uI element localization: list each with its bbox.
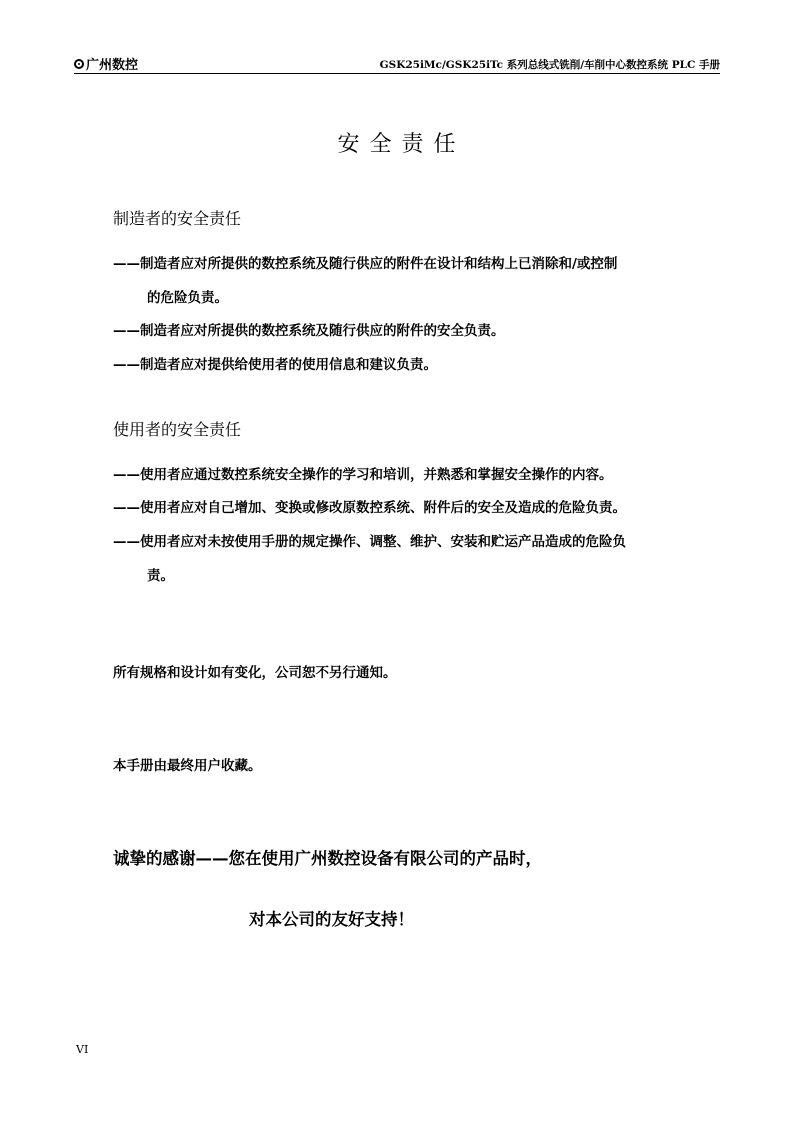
user-item-3: ——使用者应对未按使用手册的规定操作、调整、维护、安装和贮运产品造成的危险负 (113, 534, 626, 550)
user-item-1: ——使用者应通过数控系统安全操作的学习和培训，并熟悉和掌握安全操作的内容。 (113, 467, 613, 483)
user-item-2: ——使用者应对自己增加、变换或修改原数控系统、附件后的安全及造成的危险负责。 (113, 500, 626, 516)
thanks-line-1: 诚挚的感谢——您在使用广州数控设备有限公司的产品时， (113, 849, 542, 868)
page-header (74, 52, 720, 74)
header-divider (74, 73, 720, 74)
manufacturer-item-1: ——制造者应对所提供的数控系统及随行供应的附件在设计和结构上已消除和/或控制 (113, 256, 618, 272)
thanks-line-2: 对本公司的友好支持！ (249, 910, 414, 929)
manufacturer-item-3: ——制造者应对提供给使用者的使用信息和建议负责。 (113, 357, 437, 373)
company-logo (74, 54, 138, 73)
page-title: 安全责任 (337, 132, 466, 157)
manufacturer-heading: 制造者的安全责任 (113, 209, 242, 228)
spec-change-note: 所有规格和设计如有变化，公司恕不另行通知。 (113, 665, 397, 681)
logo-text: 广州数控 (86, 58, 139, 73)
keep-manual-note: 本手册由最终用户收藏。 (113, 758, 262, 774)
user-heading: 使用者的安全责任 (113, 420, 242, 439)
page-number: VI (76, 1043, 89, 1056)
user-item-3-continued: 责。 (147, 568, 174, 584)
manufacturer-item-1-continued: 的危险负责。 (147, 290, 228, 306)
logo-mark-icon (74, 59, 84, 69)
header-doc-title: GSK25iMc/GSK25iTc 系列总线式铣削/车削中心数控系统 PLC 手册 (379, 59, 720, 71)
manufacturer-item-2: ——制造者应对所提供的数控系统及随行供应的附件的安全负责。 (113, 323, 505, 339)
